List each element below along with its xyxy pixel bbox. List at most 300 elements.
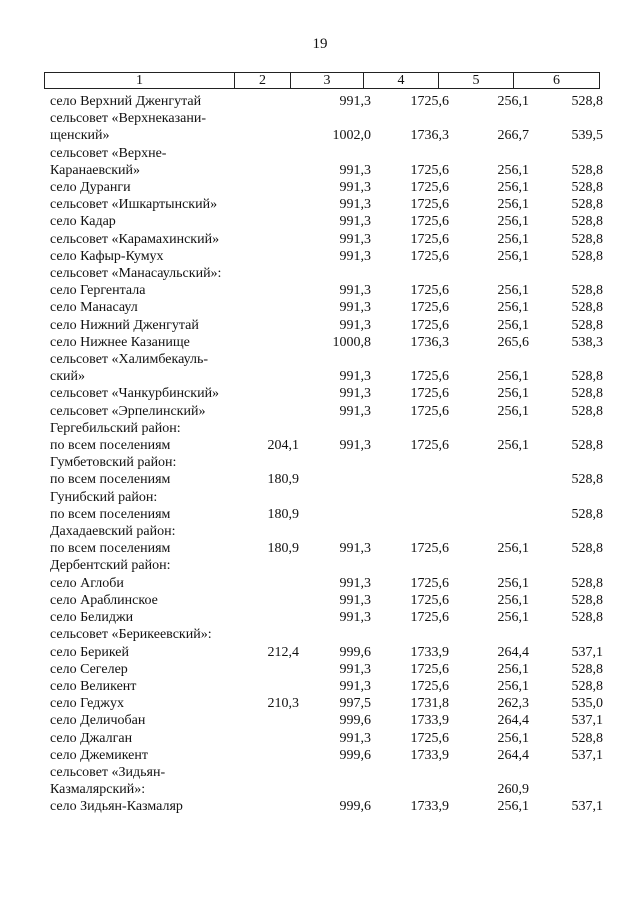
value-cell-col-2 (244, 110, 301, 127)
value-cell-col-6: 528,8 (571, 678, 603, 694)
column-header-2: 2 (235, 73, 291, 89)
value-cell-col-4: 1725,6 (410, 369, 449, 385)
value-cell-col-4: 1725,6 (410, 730, 449, 746)
settlement-name-cell: село Деличобан (50, 713, 146, 729)
table-row (44, 454, 623, 471)
value-cell-col-3 (301, 781, 373, 798)
value-cell-col-3: 991,3 (339, 94, 371, 109)
value-cell-col-3 (301, 420, 373, 437)
value-cell-col-3: 991,3 (339, 730, 371, 746)
value-cell-col-2 (244, 127, 301, 144)
value-cell-col-5: 256,1 (497, 369, 529, 385)
value-cell-col-4: 1725,6 (410, 438, 449, 454)
value-cell-col-4 (373, 626, 453, 643)
settlement-name-cell: село Кафыр-Кумух (50, 248, 164, 264)
value-cell-col-5 (453, 489, 533, 506)
value-cell-col-3: 991,3 (339, 610, 371, 626)
value-cell-col-6: 528,8 (571, 438, 603, 454)
settlement-name-cell: Гергебильский район: (50, 420, 181, 436)
settlement-name-cell: сельсовет «Манасаульский»: (50, 266, 222, 282)
column-header-3: 3 (291, 73, 364, 89)
table-row (44, 282, 623, 299)
value-cell-col-4: 1725,6 (410, 197, 449, 213)
settlement-name-cell: Дербентский район: (50, 558, 171, 574)
table-row (44, 730, 623, 747)
value-cell-col-2 (244, 609, 301, 626)
header-row (45, 73, 600, 89)
value-cell-col-2 (244, 93, 301, 110)
settlement-name-cell: сельсовет «Эрпелинский» (50, 403, 206, 419)
value-cell-col-4 (373, 454, 453, 471)
value-cell-col-3: 991,3 (339, 283, 371, 299)
table-row (44, 592, 623, 609)
settlement-name-cell: село Нижнее Казанище (50, 334, 190, 350)
value-cell-col-2 (244, 575, 301, 592)
value-cell-col-6: 528,8 (571, 575, 603, 591)
value-cell-col-6: 528,8 (571, 300, 603, 316)
value-cell-col-4: 1733,9 (410, 747, 449, 763)
value-cell-col-4 (373, 557, 453, 574)
value-cell-col-6: 528,8 (571, 248, 603, 264)
value-cell-col-5 (453, 471, 533, 488)
value-cell-col-5: 256,1 (497, 214, 529, 230)
value-cell-col-2: 210,3 (267, 696, 299, 712)
settlement-name-cell: село Манасаул (50, 300, 138, 316)
value-cell-col-2 (244, 385, 301, 402)
table-row (44, 179, 623, 196)
value-cell-col-2 (244, 282, 301, 299)
settlement-name-cell: село Сегелер (50, 661, 128, 677)
table-row (44, 506, 623, 523)
value-cell-col-5: 256,1 (497, 180, 529, 196)
value-cell-col-3 (301, 110, 373, 127)
value-cell-col-4: 1725,6 (410, 162, 449, 178)
value-cell-col-4: 1725,6 (410, 214, 449, 230)
value-cell-col-4 (373, 351, 453, 368)
value-cell-col-6 (533, 351, 623, 368)
value-cell-col-3: 991,3 (339, 575, 371, 591)
value-cell-col-4: 1725,6 (410, 678, 449, 694)
table-row (44, 368, 623, 385)
value-cell-col-5 (453, 764, 533, 781)
settlement-name-cell: сельсовет «Верхнеказани- (50, 111, 206, 127)
value-cell-col-4: 1725,6 (410, 94, 449, 109)
value-cell-col-3 (301, 506, 373, 523)
settlement-name-cell: село Дуранги (50, 180, 131, 196)
value-cell-col-2 (244, 213, 301, 230)
value-cell-col-2 (244, 368, 301, 385)
value-cell-col-6: 528,8 (571, 197, 603, 213)
value-cell-col-4: 1731,8 (410, 696, 449, 712)
value-cell-col-5: 260,9 (497, 782, 529, 798)
value-cell-col-3: 991,3 (339, 386, 371, 402)
value-cell-col-4: 1733,9 (410, 799, 449, 815)
table-row (44, 609, 623, 626)
value-cell-col-6: 528,8 (571, 403, 603, 419)
value-cell-col-3 (301, 764, 373, 781)
value-cell-col-5: 256,1 (497, 386, 529, 402)
settlement-name-cell: сельсовет «Халимбекауль- (50, 352, 208, 368)
settlement-name-cell: село Джалган (50, 730, 133, 746)
value-cell-col-3: 999,6 (339, 713, 371, 729)
value-cell-col-4: 1725,6 (410, 231, 449, 247)
table-header (44, 72, 600, 89)
value-cell-col-4: 1736,3 (410, 128, 449, 144)
value-cell-col-3: 991,3 (339, 214, 371, 230)
value-cell-col-2 (244, 248, 301, 265)
value-cell-col-5: 256,1 (497, 438, 529, 454)
value-cell-col-5 (453, 626, 533, 643)
table-row (44, 110, 623, 127)
value-cell-col-4: 1725,6 (410, 300, 449, 316)
value-cell-col-5: 256,1 (497, 678, 529, 694)
table-row (44, 644, 623, 661)
table-row (44, 712, 623, 729)
settlement-name-cell: село Аглоби (50, 575, 124, 591)
value-cell-col-3 (301, 265, 373, 282)
value-cell-col-3 (301, 489, 373, 506)
value-cell-col-3 (301, 626, 373, 643)
value-cell-col-2: 180,9 (267, 472, 299, 488)
settlement-name-cell: ский» (50, 369, 85, 385)
column-header-4: 4 (364, 73, 439, 89)
settlement-name-cell: по всем поселениям (50, 438, 171, 454)
table-row (44, 385, 623, 402)
value-cell-col-5: 264,4 (497, 713, 529, 729)
value-cell-col-5: 256,1 (497, 799, 529, 815)
value-cell-col-2 (244, 712, 301, 729)
value-cell-col-2 (244, 764, 301, 781)
value-cell-col-6: 528,8 (571, 610, 603, 626)
table-row (44, 403, 623, 420)
value-cell-col-4: 1736,3 (410, 334, 449, 350)
value-cell-col-5: 256,1 (497, 575, 529, 591)
value-cell-col-4: 1733,9 (410, 644, 449, 660)
value-cell-col-2 (244, 403, 301, 420)
value-cell-col-3: 991,3 (339, 403, 371, 419)
value-cell-col-6 (533, 764, 623, 781)
table-row (44, 127, 623, 144)
value-cell-col-2 (244, 798, 301, 815)
value-cell-col-6 (533, 557, 623, 574)
value-cell-col-6: 528,8 (571, 386, 603, 402)
value-cell-col-6: 528,8 (571, 180, 603, 196)
value-cell-col-4: 1725,6 (410, 248, 449, 264)
table-row (44, 523, 623, 540)
value-cell-col-4: 1725,6 (410, 575, 449, 591)
value-cell-col-3: 991,3 (339, 592, 371, 608)
value-cell-col-3 (301, 471, 373, 488)
table-row (44, 798, 623, 815)
table-row (44, 248, 623, 265)
settlement-name-cell: по всем поселениям (50, 472, 171, 488)
table-row (44, 196, 623, 213)
value-cell-col-6: 528,8 (571, 317, 603, 333)
value-cell-col-5: 262,3 (497, 696, 529, 712)
value-cell-col-2 (244, 523, 301, 540)
table-row (44, 437, 623, 454)
table-row (44, 489, 623, 506)
table-row (44, 471, 623, 488)
value-cell-col-6 (533, 265, 623, 282)
value-cell-col-5: 256,1 (497, 197, 529, 213)
value-cell-col-4 (373, 764, 453, 781)
value-cell-col-3 (301, 145, 373, 162)
value-cell-col-5 (453, 420, 533, 437)
value-cell-col-6: 528,8 (571, 369, 603, 385)
value-cell-col-6: 528,8 (571, 214, 603, 230)
value-cell-col-2 (244, 557, 301, 574)
value-cell-col-3: 991,3 (339, 541, 371, 557)
value-cell-col-3 (301, 351, 373, 368)
value-cell-col-6: 528,8 (571, 661, 603, 677)
value-cell-col-2 (244, 179, 301, 196)
value-cell-col-3: 991,3 (339, 231, 371, 247)
value-cell-col-6: 528,8 (571, 592, 603, 608)
value-cell-col-3: 997,5 (339, 696, 371, 712)
value-cell-col-2 (244, 454, 301, 471)
value-cell-col-6: 528,8 (571, 541, 603, 557)
table-row (44, 678, 623, 695)
settlement-name-cell: село Геджух (50, 696, 124, 712)
value-cell-col-6 (533, 626, 623, 643)
settlement-name-cell: сельсовет «Зидьян- (50, 764, 166, 780)
value-cell-col-4: 1725,6 (410, 317, 449, 333)
value-cell-col-5: 256,1 (497, 162, 529, 178)
settlement-name-cell: село Зидьян-Казмаляр (50, 799, 183, 815)
settlement-name-cell: сельсовет «Ишкартынский» (50, 197, 218, 213)
value-cell-col-2: 204,1 (267, 438, 299, 454)
value-cell-col-2 (244, 162, 301, 179)
settlement-name-cell: Казмалярский»: (50, 782, 146, 798)
table-row (44, 575, 623, 592)
value-cell-col-3 (301, 523, 373, 540)
table-row (44, 145, 623, 162)
settlement-name-cell: село Берикей (50, 644, 129, 660)
value-cell-col-4 (373, 471, 453, 488)
value-cell-col-2: 212,4 (267, 644, 299, 660)
table-row (44, 231, 623, 248)
value-cell-col-4: 1725,6 (410, 541, 449, 557)
table-row (44, 695, 623, 712)
value-cell-col-6: 528,8 (571, 231, 603, 247)
value-cell-col-4 (373, 781, 453, 798)
settlement-name-cell: село Верхний Дженгутай (50, 94, 202, 109)
value-cell-col-2 (244, 265, 301, 282)
value-cell-col-4: 1725,6 (410, 610, 449, 626)
table-row (44, 265, 623, 282)
table-row (44, 764, 623, 781)
table-row (44, 557, 623, 574)
value-cell-col-6: 528,8 (571, 162, 603, 178)
value-cell-col-5: 256,1 (497, 610, 529, 626)
value-cell-col-6: 528,8 (571, 730, 603, 746)
value-cell-col-2 (244, 592, 301, 609)
value-cell-col-5 (453, 351, 533, 368)
table-row (44, 661, 623, 678)
settlement-name-cell: сельсовет «Карамахинский» (50, 231, 220, 247)
value-cell-col-6: 528,8 (571, 506, 603, 522)
table-row (44, 540, 623, 557)
value-cell-col-4: 1725,6 (410, 386, 449, 402)
value-cell-col-5: 264,4 (497, 747, 529, 763)
value-cell-col-4 (373, 145, 453, 162)
value-cell-col-5: 256,1 (497, 231, 529, 247)
settlement-name-cell: сельсовет «Чанкурбинский» (50, 386, 220, 402)
value-cell-col-2 (244, 626, 301, 643)
value-cell-col-4 (373, 506, 453, 523)
value-cell-col-4 (373, 265, 453, 282)
value-cell-col-2 (244, 730, 301, 747)
value-cell-col-6 (533, 781, 623, 798)
value-cell-col-2 (244, 678, 301, 695)
column-header-1: 1 (45, 73, 235, 89)
settlement-name-cell: село Нижний Дженгутай (50, 317, 199, 333)
value-cell-col-4: 1733,9 (410, 713, 449, 729)
value-cell-col-5 (453, 454, 533, 471)
value-cell-col-6 (533, 420, 623, 437)
value-cell-col-4: 1725,6 (410, 592, 449, 608)
settlement-name-cell: сельсовет «Берикеевский»: (50, 627, 212, 643)
value-cell-col-5: 256,1 (497, 248, 529, 264)
value-cell-col-2 (244, 299, 301, 316)
value-cell-col-3: 999,6 (339, 747, 371, 763)
value-cell-col-6 (533, 523, 623, 540)
column-header-5: 5 (439, 73, 514, 89)
table-row (44, 299, 623, 316)
value-cell-col-4: 1725,6 (410, 403, 449, 419)
value-cell-col-2: 180,9 (267, 506, 299, 522)
page-number: 19 (312, 36, 328, 52)
table-row (44, 747, 623, 764)
value-cell-col-3: 999,6 (339, 799, 371, 815)
value-cell-col-2 (244, 145, 301, 162)
value-cell-col-2 (244, 747, 301, 764)
value-cell-col-4 (373, 420, 453, 437)
settlement-name-cell: сельсовет «Верхне- (50, 145, 167, 161)
value-cell-col-5 (453, 110, 533, 127)
value-cell-col-6: 537,1 (571, 644, 603, 660)
settlement-name-cell: по всем поселениям (50, 506, 171, 522)
value-cell-col-2 (244, 489, 301, 506)
value-cell-col-5: 256,1 (497, 592, 529, 608)
table-row (44, 162, 623, 179)
value-cell-col-5: 256,1 (497, 541, 529, 557)
value-cell-col-6 (533, 489, 623, 506)
value-cell-col-2 (244, 196, 301, 213)
value-cell-col-3: 1000,8 (332, 334, 371, 350)
value-cell-col-3: 991,3 (339, 438, 371, 454)
value-cell-col-5 (453, 506, 533, 523)
value-cell-col-2 (244, 781, 301, 798)
settlement-name-cell: щенский» (50, 128, 110, 144)
value-cell-col-5: 264,4 (497, 644, 529, 660)
value-cell-col-6: 537,1 (571, 747, 603, 763)
table-row (44, 213, 623, 230)
settlement-name-cell: Дахадаевский район: (50, 524, 176, 540)
value-cell-col-5: 256,1 (497, 403, 529, 419)
value-cell-col-5: 266,7 (497, 128, 529, 144)
value-cell-col-4: 1725,6 (410, 661, 449, 677)
value-cell-col-3: 991,3 (339, 300, 371, 316)
value-cell-col-4 (373, 523, 453, 540)
value-cell-col-2 (244, 351, 301, 368)
value-cell-col-3: 991,3 (339, 678, 371, 694)
value-cell-col-5: 256,1 (497, 94, 529, 109)
value-cell-col-3: 991,3 (339, 162, 371, 178)
value-cell-col-4 (373, 110, 453, 127)
value-cell-col-5 (453, 145, 533, 162)
table-row (44, 351, 623, 368)
value-cell-col-6: 535,0 (571, 696, 603, 712)
settlement-name-cell: село Араблинское (50, 592, 158, 608)
settlement-name-cell: по всем поселениям (50, 541, 171, 557)
value-cell-col-5: 256,1 (497, 317, 529, 333)
value-cell-col-3: 1002,0 (332, 128, 371, 144)
settlement-name-cell: Гунибский район: (50, 489, 158, 505)
value-cell-col-2 (244, 231, 301, 248)
table-body (44, 93, 623, 816)
value-cell-col-3 (301, 557, 373, 574)
value-cell-col-2 (244, 334, 301, 351)
value-cell-col-3: 991,3 (339, 369, 371, 385)
value-cell-col-6: 528,8 (571, 472, 603, 488)
value-cell-col-5 (453, 557, 533, 574)
value-cell-col-6 (533, 110, 623, 127)
value-cell-col-5: 256,1 (497, 283, 529, 299)
value-cell-col-5: 256,1 (497, 661, 529, 677)
settlement-name-cell: Каранаевский» (50, 162, 141, 178)
value-cell-col-5: 265,6 (497, 334, 529, 350)
value-cell-col-5: 256,1 (497, 730, 529, 746)
value-cell-col-3 (301, 454, 373, 471)
value-cell-col-3: 999,6 (339, 644, 371, 660)
value-cell-col-2 (244, 317, 301, 334)
table-row (44, 781, 623, 798)
settlement-name-cell: село Гергентала (50, 283, 146, 299)
value-cell-col-6 (533, 454, 623, 471)
tariff-table (44, 93, 623, 816)
settlement-name-cell: село Великент (50, 678, 137, 694)
value-cell-col-6 (533, 145, 623, 162)
value-cell-col-5 (453, 523, 533, 540)
value-cell-col-5: 256,1 (497, 300, 529, 316)
value-cell-col-2: 180,9 (267, 541, 299, 557)
value-cell-col-6: 537,1 (571, 799, 603, 815)
value-cell-col-3: 991,3 (339, 317, 371, 333)
value-cell-col-4: 1725,6 (410, 283, 449, 299)
value-cell-col-3: 991,3 (339, 248, 371, 264)
value-cell-col-4 (373, 489, 453, 506)
value-cell-col-2 (244, 420, 301, 437)
value-cell-col-6: 528,8 (571, 283, 603, 299)
value-cell-col-5 (453, 265, 533, 282)
value-cell-col-3: 991,3 (339, 661, 371, 677)
value-cell-col-2 (244, 661, 301, 678)
value-cell-col-3: 991,3 (339, 197, 371, 213)
settlement-name-cell: Гумбетовский район: (50, 455, 177, 471)
table-row (44, 334, 623, 351)
table-row (44, 93, 623, 110)
settlement-name-cell: село Кадар (50, 214, 116, 230)
settlement-name-cell: село Белиджи (50, 610, 134, 626)
value-cell-col-6: 528,8 (571, 94, 603, 109)
table-row (44, 420, 623, 437)
value-cell-col-6: 538,3 (571, 334, 603, 350)
value-cell-col-4: 1725,6 (410, 180, 449, 196)
value-cell-col-6: 539,5 (571, 128, 603, 144)
column-header-6: 6 (514, 73, 600, 89)
